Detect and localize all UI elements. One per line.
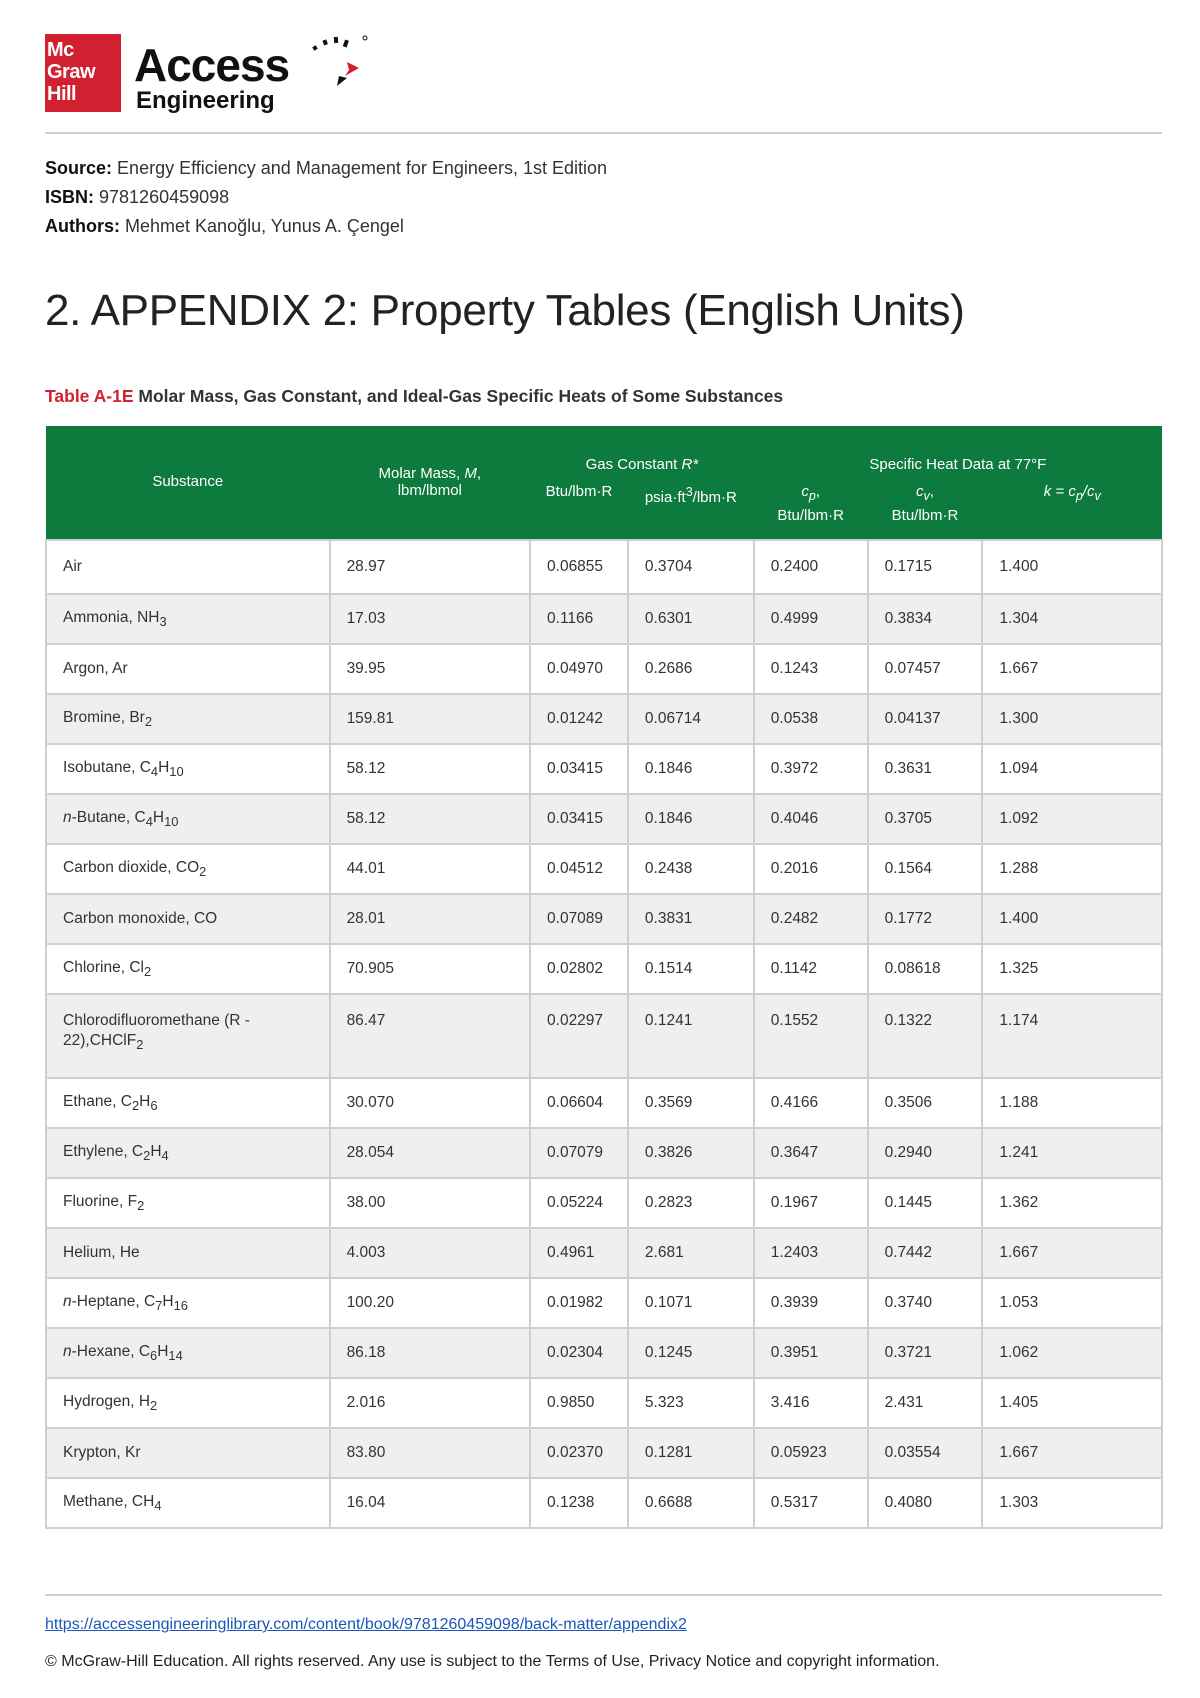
cell-r-btu: 0.02304	[530, 1328, 628, 1378]
table-row	[46, 594, 1162, 644]
cell-r-btu: 0.01982	[530, 1278, 628, 1328]
cell-cp: 0.05923	[754, 1428, 868, 1478]
cell-molar-mass: 28.054	[330, 1128, 530, 1178]
table-row	[46, 944, 1162, 994]
header-r-psia: $psia\cdot ft^3/lbm\cdot R$	[628, 476, 754, 540]
cell-substance: Ethane, $C_2H_6$	[46, 1078, 330, 1128]
header-cp: $c_p$, Btu/lbm·R	[754, 476, 868, 540]
cell-r-btu: 0.07079	[530, 1128, 628, 1178]
cell-k: 1.400	[982, 894, 1162, 944]
cell-k: 1.667	[982, 644, 1162, 694]
cell-substance: Isobutane, $C_4H_{10}$	[46, 744, 330, 794]
cell-cp: 0.3647	[754, 1128, 868, 1178]
cell-r-psia: 0.3831	[628, 894, 754, 944]
cell-k: 1.400	[982, 540, 1162, 594]
table-caption	[45, 386, 783, 407]
cell-cp: 0.4046	[754, 794, 868, 844]
cell-cv: 0.08618	[868, 944, 983, 994]
cell-substance: Air	[46, 540, 330, 594]
cell-r-psia: 2.681	[628, 1228, 754, 1278]
cell-substance: Helium, He	[46, 1228, 330, 1278]
cell-r-btu: 0.06855	[530, 540, 628, 594]
cell-r-psia: 0.1514	[628, 944, 754, 994]
source-line	[45, 154, 607, 183]
cell-substance: Carbon monoxide, CO	[46, 894, 330, 944]
authors-value: Mehmet Kanoğlu, Yunus A. Çengel	[125, 216, 404, 236]
cell-r-btu: 0.02802	[530, 944, 628, 994]
table-row	[46, 894, 1162, 944]
cell-r-psia: 0.3826	[628, 1128, 754, 1178]
cell-k: 1.405	[982, 1378, 1162, 1428]
table-row	[46, 1228, 1162, 1278]
page-title: 2. APPENDIX 2: Property Tables (English Units)	[45, 286, 965, 335]
cell-r-psia: 0.2823	[628, 1178, 754, 1228]
authors-line	[45, 212, 607, 241]
cell-r-btu: 0.04970	[530, 644, 628, 694]
cell-r-psia: 0.1281	[628, 1428, 754, 1478]
table-id: Table A-1E	[45, 386, 134, 406]
cell-molar-mass: 159.81	[330, 694, 530, 744]
cell-cp: 0.3972	[754, 744, 868, 794]
cell-substance: Hydrogen, $H_2$	[46, 1378, 330, 1428]
cell-cv: 0.1322	[868, 994, 983, 1078]
table-row	[46, 1278, 1162, 1328]
cell-cp: 0.5317	[754, 1478, 868, 1528]
header-specific-heat: Specific Heat Data at 77°F	[754, 426, 1162, 476]
table-row	[46, 1128, 1162, 1178]
logo-line-mc: Mc	[47, 39, 74, 61]
logo-line-graw: Graw	[47, 61, 96, 83]
cell-cv: 0.1772	[868, 894, 983, 944]
cell-r-psia: 0.2686	[628, 644, 754, 694]
table-row	[46, 1328, 1162, 1378]
cell-molar-mass: 28.97	[330, 540, 530, 594]
isbn-label: ISBN:	[45, 187, 94, 207]
cell-k: 1.188	[982, 1078, 1162, 1128]
source-label: Source:	[45, 158, 113, 178]
cell-r-psia: 0.1071	[628, 1278, 754, 1328]
table-row	[46, 994, 1162, 1078]
cell-cv: 0.3834	[868, 594, 983, 644]
authors-label: Authors:	[45, 216, 120, 236]
brand-access: Access	[134, 39, 290, 91]
source-value: Energy Efficiency and Management for Engineers, 1st Edition	[117, 158, 607, 178]
cell-cp: 0.1142	[754, 944, 868, 994]
cell-r-btu: 0.06604	[530, 1078, 628, 1128]
cell-cv: 0.3506	[868, 1078, 983, 1128]
header-k: $k = c_p/c_v$	[982, 476, 1162, 540]
cell-substance: Ammonia, $NH_3$	[46, 594, 330, 644]
cell-molar-mass: 39.95	[330, 644, 530, 694]
cell-molar-mass: 58.12	[330, 744, 530, 794]
cell-cv: 0.7442	[868, 1228, 983, 1278]
cell-molar-mass: 83.80	[330, 1428, 530, 1478]
cell-r-psia: 0.6301	[628, 594, 754, 644]
mcgraw-hill-logo	[45, 34, 121, 112]
cell-cv: 0.3705	[868, 794, 983, 844]
cell-molar-mass: 2.016	[330, 1378, 530, 1428]
cell-r-psia: 0.1846	[628, 794, 754, 844]
table-caption-text: Molar Mass, Gas Constant, and Ideal-Gas Specific Heats of Some Substances	[138, 386, 784, 406]
source-url-link[interactable]: https://accessengineeringlibrary.com/content/book/9781260459098/back-matter/appendix2	[45, 1616, 687, 1633]
cell-cp: 0.2016	[754, 844, 868, 894]
cell-substance: Krypton, Kr	[46, 1428, 330, 1478]
isbn-value: 9781260459098	[99, 187, 230, 207]
cell-cv: 0.07457	[868, 644, 983, 694]
table-body	[46, 540, 1162, 1528]
cell-r-psia: 5.323	[628, 1378, 754, 1428]
cell-cp: 0.1243	[754, 644, 868, 694]
cell-k: 1.300	[982, 694, 1162, 744]
cell-molar-mass: 86.18	[330, 1328, 530, 1378]
cell-substance: Fluorine, $F_2$	[46, 1178, 330, 1228]
cell-cp: 3.416	[754, 1378, 868, 1428]
cell-cv: 0.04137	[868, 694, 983, 744]
cell-k: 1.094	[982, 744, 1162, 794]
cell-k: 1.288	[982, 844, 1162, 894]
logo-line-hill: Hill	[47, 83, 77, 105]
table-row	[46, 1078, 1162, 1128]
cell-k: 1.304	[982, 594, 1162, 644]
property-table	[45, 426, 1163, 1529]
cell-substance: Argon, Ar	[46, 644, 330, 694]
cell-r-btu: 0.1238	[530, 1478, 628, 1528]
table-row	[46, 1428, 1162, 1478]
cell-molar-mass: 16.04	[330, 1478, 530, 1528]
cell-substance: Ethylene, $C_2H_4$	[46, 1128, 330, 1178]
cell-cv: 0.1445	[868, 1178, 983, 1228]
cell-cv: 0.3631	[868, 744, 983, 794]
table-row	[46, 1378, 1162, 1428]
cell-substance: Chlorine, $Cl_2$	[46, 944, 330, 994]
header-r-btu: Btu/lbm·R	[530, 476, 628, 540]
cell-cp: 0.0538	[754, 694, 868, 744]
table-row	[46, 644, 1162, 694]
bottom-divider	[45, 1594, 1162, 1596]
header-substance: Substance	[46, 426, 330, 540]
brand-engineering: Engineering	[136, 87, 275, 114]
header-molar-mass: Molar Mass, M, lbm/lbmol	[330, 426, 530, 540]
cell-molar-mass: 17.03	[330, 594, 530, 644]
cell-k: 1.303	[982, 1478, 1162, 1528]
cell-cp: 0.3939	[754, 1278, 868, 1328]
cell-k: 1.053	[982, 1278, 1162, 1328]
cell-molar-mass: 100.20	[330, 1278, 530, 1328]
cell-substance: Carbon dioxide, $CO_2$	[46, 844, 330, 894]
cell-cv: 2.431	[868, 1378, 983, 1428]
cell-r-psia: 0.3704	[628, 540, 754, 594]
cell-substance: n-Hexane, $C_6H_{14}$	[46, 1328, 330, 1378]
cell-r-btu: 0.04512	[530, 844, 628, 894]
cell-k: 1.241	[982, 1128, 1162, 1178]
cell-r-btu: 0.03415	[530, 794, 628, 844]
cell-k: 1.325	[982, 944, 1162, 994]
cell-k: 1.174	[982, 994, 1162, 1078]
cell-cp: 0.4999	[754, 594, 868, 644]
cell-substance: Chlorodifluoromethane (R - 22),CHClF$_2$	[46, 994, 330, 1078]
cell-cp: 0.4166	[754, 1078, 868, 1128]
cell-cp: 0.1552	[754, 994, 868, 1078]
copyright-notice: © McGraw-Hill Education. All rights reserved. Any use is subject to the Terms of Use, Privacy Notice and copyright information.	[45, 1653, 940, 1670]
cell-r-psia: 0.1241	[628, 994, 754, 1078]
header-cv: $c_v$, Btu/lbm·R	[868, 476, 983, 540]
cell-cv: 0.3721	[868, 1328, 983, 1378]
cell-molar-mass: 30.070	[330, 1078, 530, 1128]
table-row	[46, 744, 1162, 794]
cell-r-psia: 0.6688	[628, 1478, 754, 1528]
cell-cp: 0.3951	[754, 1328, 868, 1378]
cell-molar-mass: 44.01	[330, 844, 530, 894]
cell-r-btu: 0.01242	[530, 694, 628, 744]
table-row	[46, 540, 1162, 594]
cell-r-psia: 0.2438	[628, 844, 754, 894]
table-row	[46, 844, 1162, 894]
cell-r-psia: 0.06714	[628, 694, 754, 744]
cell-r-btu: 0.03415	[530, 744, 628, 794]
top-divider	[45, 132, 1162, 134]
table-row	[46, 694, 1162, 744]
cell-r-psia: 0.3569	[628, 1078, 754, 1128]
source-info	[45, 154, 607, 241]
cell-substance: n-Heptane, $C_7H_{16}$	[46, 1278, 330, 1328]
cell-cv: 0.1564	[868, 844, 983, 894]
cell-r-btu: 0.9850	[530, 1378, 628, 1428]
cell-k: 1.667	[982, 1228, 1162, 1278]
cell-cp: 1.2403	[754, 1228, 868, 1278]
cell-molar-mass: 86.47	[330, 994, 530, 1078]
cell-substance: n-Butane, $C_4H_{10}$	[46, 794, 330, 844]
cell-r-psia: 0.1846	[628, 744, 754, 794]
cell-cp: 0.2482	[754, 894, 868, 944]
cell-molar-mass: 70.905	[330, 944, 530, 994]
cell-r-btu: 0.4961	[530, 1228, 628, 1278]
cell-k: 1.362	[982, 1178, 1162, 1228]
table-row	[46, 1178, 1162, 1228]
cell-cv: 0.4080	[868, 1478, 983, 1528]
cell-cv: 0.03554	[868, 1428, 983, 1478]
cell-molar-mass: 38.00	[330, 1178, 530, 1228]
cell-r-btu: 0.1166	[530, 594, 628, 644]
cell-r-btu: 0.05224	[530, 1178, 628, 1228]
cell-molar-mass: 58.12	[330, 794, 530, 844]
table-row	[46, 794, 1162, 844]
cell-molar-mass: 28.01	[330, 894, 530, 944]
cell-r-btu: 0.07089	[530, 894, 628, 944]
cell-k: 1.062	[982, 1328, 1162, 1378]
cell-r-btu: 0.02370	[530, 1428, 628, 1478]
cell-molar-mass: 4.003	[330, 1228, 530, 1278]
cell-substance: Methane, $CH_4$	[46, 1478, 330, 1528]
cell-substance: Bromine, $Br_2$	[46, 694, 330, 744]
cell-cv: 0.1715	[868, 540, 983, 594]
header-gas-constant: Gas Constant R*	[530, 426, 754, 476]
cell-cp: 0.2400	[754, 540, 868, 594]
table-row	[46, 1478, 1162, 1528]
cell-k: 1.092	[982, 794, 1162, 844]
cell-cp: 0.1967	[754, 1178, 868, 1228]
cell-r-btu: 0.02297	[530, 994, 628, 1078]
isbn-line	[45, 183, 607, 212]
cell-cv: 0.2940	[868, 1128, 983, 1178]
cell-cv: 0.3740	[868, 1278, 983, 1328]
logo[interactable]	[45, 34, 445, 114]
cell-k: 1.667	[982, 1428, 1162, 1478]
access-arrow-icon	[307, 34, 377, 94]
cell-r-psia: 0.1245	[628, 1328, 754, 1378]
